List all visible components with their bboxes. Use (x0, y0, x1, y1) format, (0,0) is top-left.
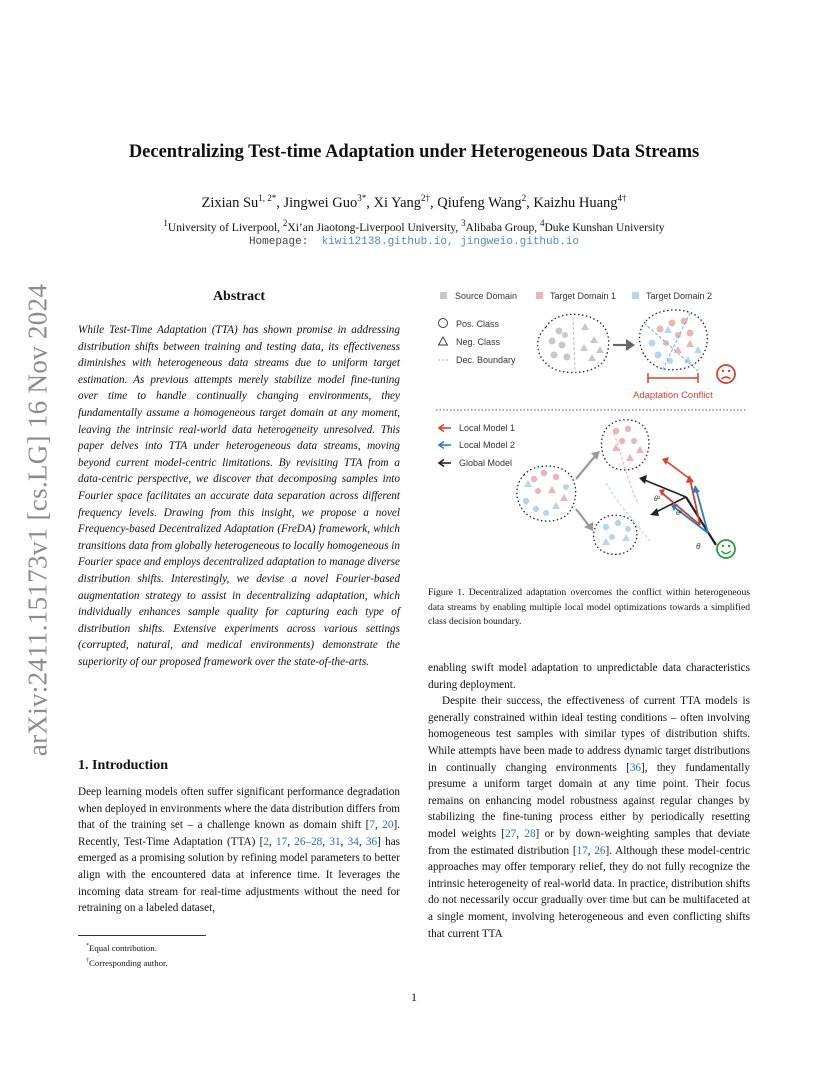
arxiv-watermark: arXiv:2411.15173v1 [cs.LG] 16 Nov 2024 (22, 283, 53, 757)
abstract-heading: Abstract (212, 289, 266, 304)
paragraph: enabling swift model adaptation to unpredictable data characteristics during deployment. (428, 662, 750, 691)
affiliations: $^1$University of Liverpool, $^2$Xi’an Jiaotong-Liverpool University, $^3$Alibaba Group, $^4$Duke Kunshan University (163, 218, 665, 234)
paper-title: Decentralizing Test-time Adaptation under Heterogeneous Data Streams (128, 142, 700, 162)
section-heading-introduction: 1. Introduction (78, 758, 168, 773)
citation[interactable]: 26–28 (294, 835, 323, 848)
citation[interactable]: 20 (382, 819, 394, 832)
svg-text:Dec. Boundary: Dec. Boundary (456, 355, 516, 365)
svg-text:Adaptation Conflict: Adaptation Conflict (633, 390, 713, 401)
author-list: Zixian $Su^{1, 2*}$, Jingwei Guo$^{3*}$, Xi Yang$^{2\dagger}$, Qiufeng Wang$^2$, Kaizhu Huang$^{4\dagger}$ (201, 193, 627, 211)
introduction-text: Deep learning models often suffer significant performance degradation when deployed in environments where the data distribution differs from that of the training set – a challenge known as domain shift [7, 20]. Recently, Test-Time Adaptation (TTA) [2, 17, 26–28, 31, 34, 36] has emerged as a promising solution by refining model parameters to better align with the encountered data at inference time. It leverages the incoming data stream for real-time adjustments without the need for retraining on a labeled dataset, (78, 786, 401, 915)
svg-text:Source Domain: Source Domain (455, 291, 518, 301)
citation[interactable]: 27 (505, 827, 517, 840)
citation[interactable]: 2 (263, 835, 269, 848)
svg-text:Local Model 1: Local Model 1 (459, 423, 516, 433)
author: Zixian Su (201, 194, 259, 211)
homepage-label: Homepage: (248, 236, 309, 248)
happy-face-icon (717, 540, 735, 558)
right-column-text (428, 660, 750, 942)
sad-face-icon (717, 365, 735, 383)
page-number: 1 (411, 990, 417, 1004)
citation[interactable]: 36 (629, 761, 642, 774)
citation[interactable]: 28 (524, 827, 536, 840)
paragraph: Despite their success, the effectiveness of current TTA models is generally constrained within ideal testing conditions – often involving homogeneous test samples with similar types of distribution shifts. While attempts have been made to address dynamic target distributions in continually changing environments [36], they fundamentally presume a uniform target domain at any time point. Their focus remains on enhancing model robustness against regular changes by stabilizing the fine-tuning process either by periodically resetting model weights [27, 28] or by down-weighting samples that deviate from the estimated distribution [17, 26]. Although these model-centric approaches may offer temporary relief, they do not fully recognize the intrinsic heterogeneity of real-world data. In practice, distribution shifts do not necessarily occur gradually over time but can be multifaceted at a single moment, involving heterogeneous and even conflicting shifts that current TTA (428, 695, 751, 940)
citation[interactable]: 26 (594, 844, 606, 857)
author: Xi Yang (373, 194, 422, 211)
svg-text:θ²: θ² (676, 510, 683, 517)
author: Kaizhu Huang (533, 194, 618, 211)
svg-text:Local Model 2: Local Model 2 (459, 440, 516, 450)
footnote-rule (78, 935, 206, 936)
author: Jingwei Guo (283, 194, 358, 211)
citation[interactable]: 34 (347, 835, 359, 848)
svg-text:Pos. Class: Pos. Class (456, 319, 500, 329)
citation[interactable]: 17 (276, 835, 288, 848)
citation[interactable]: 17 (576, 844, 588, 857)
author: Qiufeng Wang (437, 194, 522, 211)
homepage-links[interactable]: kiwi12138.github.io, jingweio.github.io (321, 236, 580, 248)
citation[interactable]: 7 (369, 819, 375, 832)
svg-text:Target Domain 1: Target Domain 1 (550, 291, 617, 301)
svg-text:Target Domain 2: Target Domain 2 (646, 291, 713, 301)
figure-1-diagram (428, 283, 753, 568)
svg-text:θ¹: θ¹ (654, 496, 661, 503)
footnotes: *Equal contribution. †Corresponding author. (86, 942, 168, 968)
abstract-text: While Test-Time Adaptation (TTA) has shown promise in addressing distribution shifts between training and testing data, its effectiveness diminishes with heterogeneous data streams due to uniform target estimation. As previous attempts merely stabilize model fine-tuning over time to handle continually changing environments, they fundamentally assume a homogeneous target domain at any moment, leaving the intrinsic real-world data heterogeneity unresolved. This paper delves into TTA under heterogeneous data streams, moving beyond current model-centric limitations. By revisiting TTA from a data-centric perspective, we discover that decomposing samples into Fourier space facilitates an accurate data separation across different frequency levels. Drawing from this insight, we propose a novel Frequency-based Decentralized Adaptation (FreDA) framework, which transitions data from globally heterogeneous to locally homogeneous in Fourier space and employs decentralized adaptation to manage diverse distribution shifts. Interestingly, we devise a novel Fourier-based augmentation strategy to assist in decentralizing adaptation, which individually enhances sample quality for capturing each type of distribution shifts. Extensive experiments across various settings (corrupted, natural, and medical environments) demonstrate the superiority of our proposed framework over the state-of-the-arts. (78, 324, 400, 668)
figure-caption: Figure 1. Decentralized adaptation overcomes the conflict within heterogeneous data streams by enabling multiple local model optimizations towards a simplified class decision boundary. (428, 587, 750, 627)
citation[interactable]: 36 (365, 835, 378, 848)
svg-text:θ: θ (696, 542, 701, 551)
homepage-line (0, 236, 828, 248)
svg-text:Neg. Class: Neg. Class (456, 337, 501, 347)
svg-text:Global Model: Global Model (459, 458, 513, 468)
citation[interactable]: 31 (329, 835, 341, 848)
